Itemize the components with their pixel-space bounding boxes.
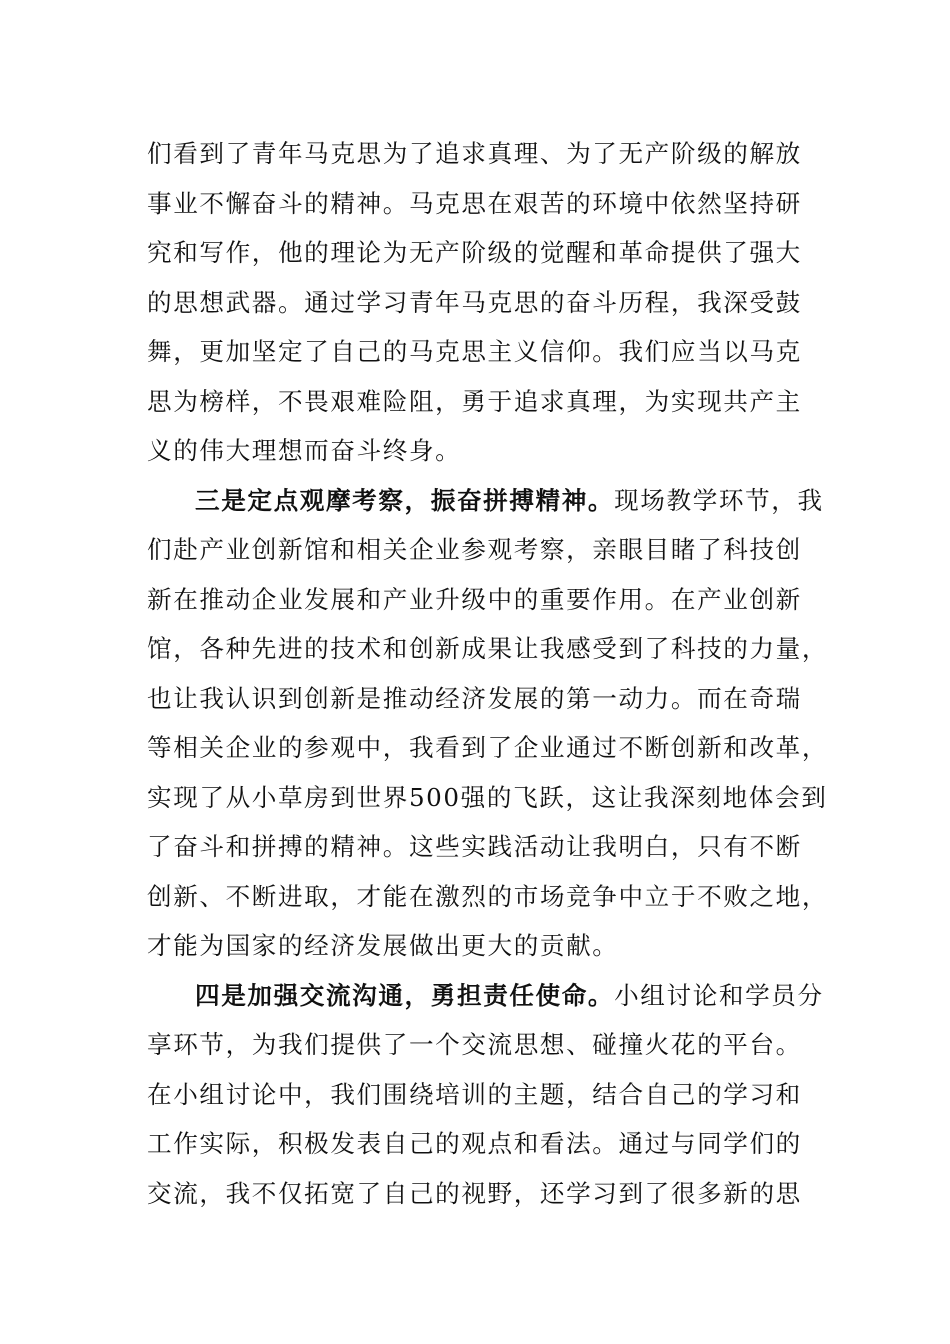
text-line: 等相关企业的参观中，我看到了企业通过不断创新和改革，: [147, 733, 829, 762]
section-heading: 三是定点观摩考察，振奋拼搏精神。: [195, 486, 615, 515]
text-line: 新在推动企业发展和产业升级中的重要作用。在产业创新: [147, 585, 802, 614]
section-3-first-line: [195, 484, 824, 518]
text-line: 交流，我不仅拓宽了自己的视野，还学习到了很多新的思: [147, 1179, 802, 1208]
text-line: 在小组讨论中，我们围绕培训的主题，结合自己的学习和: [147, 1080, 802, 1109]
text-line: 馆，各种先进的技术和创新成果让我感受到了科技的力量，: [147, 634, 829, 663]
text-line: 舞，更加坚定了自己的马克思主义信仰。我们应当以马克: [147, 337, 802, 366]
text-line: 们赴产业创新馆和相关企业参观考察，亲眼目睹了科技创: [147, 535, 802, 564]
text-line: 享环节，为我们提供了一个交流思想、碰撞火花的平台。: [147, 1030, 802, 1059]
section-lead-text: 小组讨论和学员分: [614, 981, 824, 1010]
text-line: 义的伟大理想而奋斗终身。: [147, 436, 462, 465]
text-line: 们看到了青年马克思为了追求真理、为了无产阶级的解放: [147, 139, 802, 168]
section-4-first-line: [195, 979, 824, 1013]
text-line: 工作实际，积极发表自己的观点和看法。通过与同学们的: [147, 1129, 802, 1158]
text-line: 事业不懈奋斗的精神。马克思在艰苦的环境中依然坚持研: [147, 189, 802, 218]
text-line: 思为榜样，不畏艰难险阻，勇于追求真理，为实现共产主: [147, 387, 802, 416]
text-line: 才能为国家的经济发展做出更大的贡献。: [147, 931, 619, 960]
text-line: 实现了从小草房到世界500强的飞跃，这让我深刻地体会到: [147, 783, 828, 812]
text-line: 的思想武器。通过学习青年马克思的奋斗历程，我深受鼓: [147, 288, 802, 317]
section-heading: 四是加强交流沟通，勇担责任使命。: [195, 981, 615, 1010]
text-line: 也让我认识到创新是推动经济发展的第一动力。而在奇瑞: [147, 684, 802, 713]
text-line: 究和写作，他的理论为无产阶级的觉醒和革命提供了强大: [147, 238, 802, 267]
text-line: 创新、不断进取，才能在激烈的市场竞争中立于不败之地，: [147, 882, 829, 911]
text-line: 了奋斗和拼搏的精神。这些实践活动让我明白，只有不断: [147, 832, 802, 861]
section-lead-text: 现场教学环节，我: [614, 486, 824, 515]
